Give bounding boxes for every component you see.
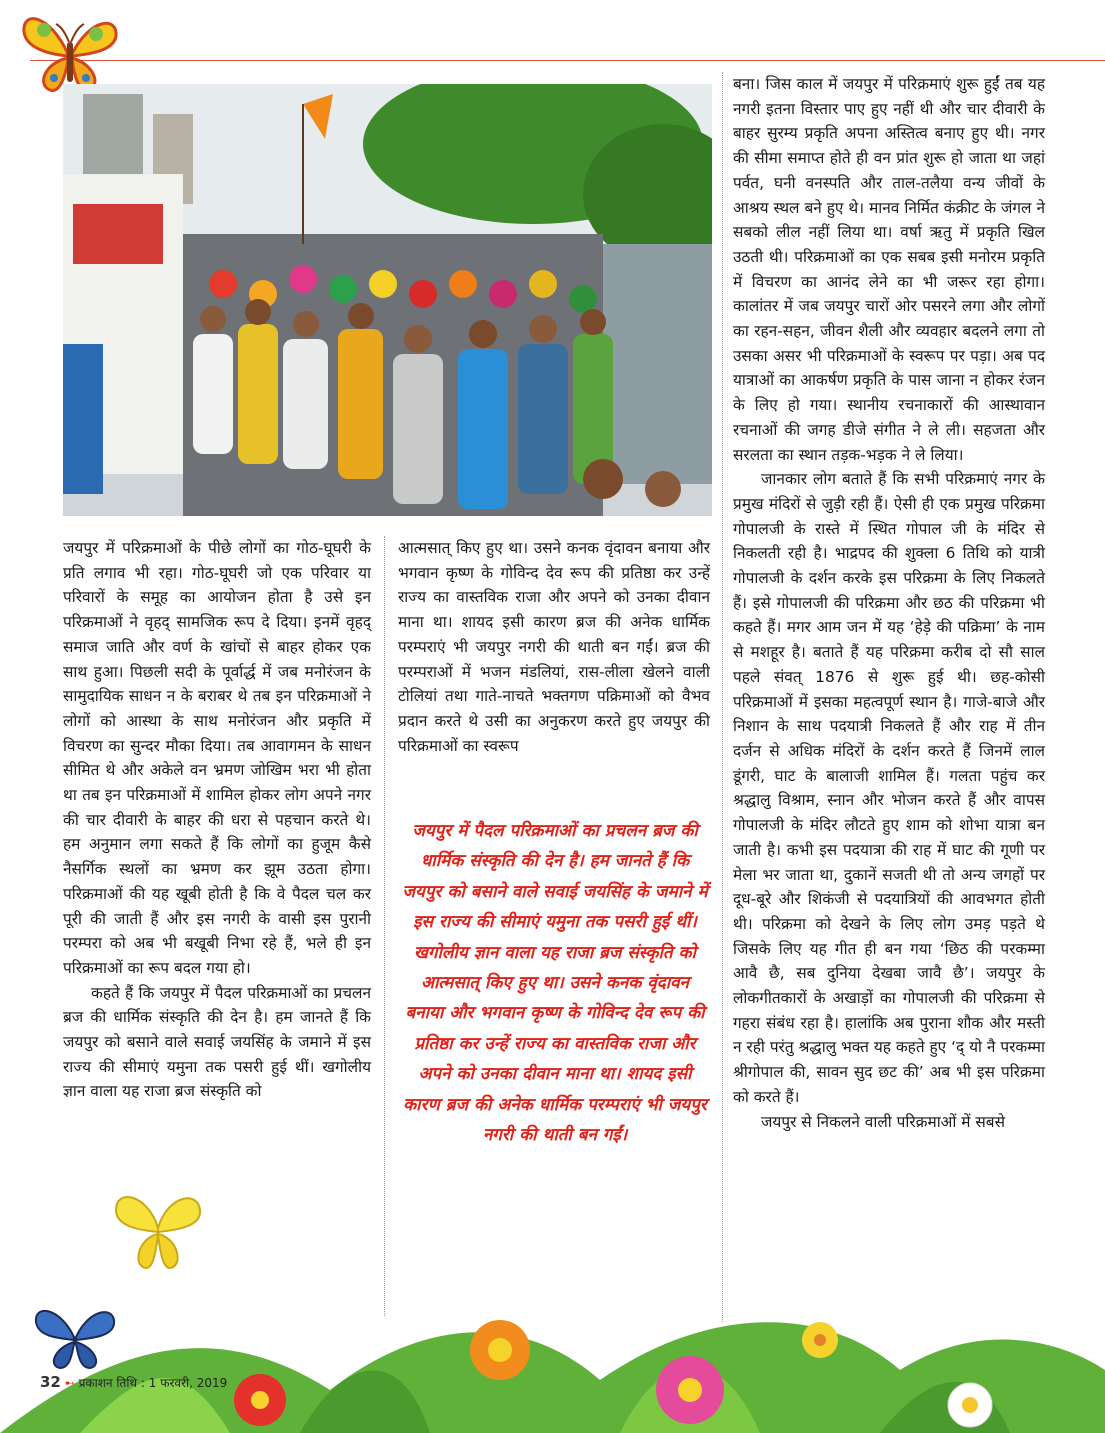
middle-column	[398, 536, 710, 758]
flower-red-icon	[234, 1374, 286, 1426]
right-paragraph-3: जयपुर से निकलने वाली परिक्रमाओं में सबसे	[761, 1112, 1005, 1131]
publication-date: प्रकाशन तिथि : 1 फरवरी, 2019	[78, 1376, 228, 1390]
page-footer	[40, 1373, 227, 1391]
column-divider-left	[384, 536, 385, 1316]
procession-photo	[63, 84, 712, 516]
right-paragraph-1: बना। जिस काल में जयपुर में परिक्रमाएं शुरू हुईं तब यह नगरी इतना विस्तार पाए हुए नहीं थी और चार दीवारी के बाहर सुरम्य प्रकृति अपना अस्तित्व बनाए हुए थी। नगर की सीमा समाप्त होते ही वन प्रांत शुरू हो जाता था जहां पर्वत, घनी वनस्पति और ताल-तलैया वन्य जीवों के आश्रय स्थल बने हुए थे। मानव निर्मित कंक्रीट के जंगल ने सबको लील नहीं लिया था। वर्षा ऋतु में प्रकृति खिल उठती थी। परिक्रमाओं का एक सबब इसी मनोरम प्रकृति में विचरण का आनंद लेने का भी जरूर रहा होगा। कालांतर में जब जयपुर चारों ओर पसरने लगा और लोगों का रहन-सहन, जीवन शैली और व्यवहार बदलने लगा तो उसका असर भी परिक्रमाओं के स्वरूप पर पड़ा। अब पद यात्राओं का आकर्षण प्रकृति के पास जाना न होकर रंजन के लिए हो गया। स्थानीय रचनाकारों की आस्थावान रचनाओं की जगह डीजे संगीत ने ले ली। सहजता और सरलता का स्थान तड़क-भड़क ने ले लिया।	[733, 75, 1045, 464]
footer-arrow-icon: ➸	[64, 1376, 75, 1390]
column-divider-right	[722, 72, 723, 1322]
floral-border-decoration	[0, 1280, 1105, 1433]
left-column	[63, 536, 371, 1104]
page-number: 32	[40, 1373, 61, 1391]
flower-pink-icon	[656, 1356, 724, 1424]
top-rule	[30, 60, 1105, 61]
pull-quote: जयपुर में पैदल परिक्रमाओं का प्रचलन ब्रज की धार्मिक संस्कृति की देन है। हम जानते हैं कि जयपुर को बसाने वाले सवाई जयसिंह के जमाने में इस राज्य की सीमाएं यमुना तक पसरी हुई थीं। खगोलीय ज्ञान वाला यह राजा ब्रज संस्कृति को आत्मसात् किए हुए था। उसने कनक वृंदावन बनाया और भगवान कृष्ण के गोविन्द देव रूप की प्रतिष्ठा कर उन्हें राज्य का वास्तविक राजा और अपने को उनका दीवान माना था। शायद इसी कारण ब्रज की अनेक धार्मिक परम्पराएं भी जयपुर नगरी की थाती बन गईं।	[402, 821, 708, 1146]
blue-butterfly-icon	[30, 1302, 120, 1372]
flower-yellow-icon	[802, 1322, 838, 1358]
right-column	[733, 72, 1045, 1134]
flower-white-icon	[948, 1383, 992, 1427]
left-paragraph-2: कहते हैं कि जयपुर में पैदल परिक्रमाओं का प्रचलन ब्रज की धार्मिक संस्कृति की देन है। हम जानते हैं कि जयपुर को बसाने वाले सवाई जयसिंह के जमाने में इस राज्य की सीमाएं यमुना तक पसरी हुई थीं। खगोलीय ज्ञान वाला यह राजा ब्रज संस्कृति को	[63, 983, 371, 1101]
right-paragraph-2: जानकार लोग बताते हैं कि सभी परिक्रमाएं नगर के प्रमुख मंदिरों से जुड़ी रही हैं। ऐसी ही एक प्रमुख परिक्रमा गोपालजी के रास्ते में स्थित गोपाल जी के मंदिर से निकलती रही है। भाद्रपद की शुक्ला 6 तिथि को यात्री गोपालजी के दर्शन करके इस परिक्रमा के लिए निकलते हैं। इसे गोपालजी की परिक्रमा और छठ की परिक्रमा भी कहते हैं। मगर आम जन में यह ‘हेड़े की पक्रिमा’ के नाम से मशहूर है। बताते हैं यह परिक्रमा करीब दो सौ साल पहले संवत् 1876 से शुरू हुई थी। छह-कोसी परिक्रमाओं में इसका महत्वपूर्ण स्थान है। गाजे-बाजे और निशान के साथ पदयात्री निकलते हैं और राह में तीन दर्जन से अधिक मंदिरों के दर्शन करते हैं जिनमें लाल डूंगरी, घाट के बालाजी शामिल हैं। गलता पहुंच कर श्रद्धालु विश्राम, स्नान और भोजन करते हैं और वापस गोपालजी के मंदिर लौटते हुए शाम को शोभा यात्रा बन जाती है। कभी इस पदयात्रा की राह में घाट की गूणी पर मेला भर जाता था, दुकानें सजती थी तो अन्य जगहों पर दूध-बूरे और शिकंजी से पदयात्रियों की आवभगत होती थी। परिक्रमा को देखने के लिए लोग उमड़ पड़ते थे जिसके लिए यह गीत ही बन गया ‘छिठ की परकम्मा आवै छै, सब दुनिया देखबा जावै छै’। जयपुर के लोकगीतकारों के अखाड़ों का गोपालजी की परिक्रमा से गहरा संबंध रहा है। हालांकि अब पुराना शौक और मस्ती न रही परंतु श्रद्धालु भक्त यह कहते हुए ‘द् यो नै परकम्मा श्रीगोपाल की, सावन सुद छट की’ अब भी इस परिक्रमा को करते हैं।	[733, 470, 1045, 1106]
left-paragraph-1: जयपुर में परिक्रमाओं के पीछे लोगों का गोठ-घूघरी के प्रति लगाव भी रहा। गोठ-घूघरी जो एक परिवार या परिवारों के समूह का आयोजन होता है उसे इन परिक्रमाओं ने वृहद् सामजिक रूप दे दिया। इनमें वृहद् समाज जाति और वर्ण के खांचों से बाहर होकर एक साथ हुआ। पिछली सदी के पूर्वार्द्ध में जब मनोरंजन के सामुदायिक साधन न के बराबर थे तब इन परिक्रमाओं ने लोगों को आस्था के साथ मनोरंजन और प्रकृति में विचरण का सुन्दर मौका दिया। तब आवागमन के साधन सीमित थे और अकेले वन भ्रमण जोखिम भरा भी होता था तब इन परिक्रमाओं में शामिल होकर लोग अपने नगर की चार दीवारी के बाहर की धरा से पहचान करते थे। हम अनुमान लगा सकते हैं कि लोगों का हुजूम कैसे नैसर्गिक स्थलों का भ्रमण कर झूम उठता होगा। परिक्रमाओं की यह खूबी होती है कि वे पैदल चल कर पूरी की जाती हैं और इस नगरी के वासी इस पुरानी परम्परा को अब भी बखूबी निभा रहे हैं, भले ही इन परिक्रमाओं का रूप बदल गया हो।	[63, 539, 371, 977]
middle-paragraph-1: आत्मसात् किए हुए था। उसने कनक वृंदावन बनाया और भगवान कृष्ण के गोविन्द देव रूप की प्रतिष्ठा कर उन्हें राज्य का वास्तविक राजा और अपने को उनका दीवान माना था। शायद इसी कारण ब्रज की अनेक धार्मिक परम्पराएं भी जयपुर नगरी की थाती बन गईं। ब्रज की परम्पराओं में भजन मंडलियां, रास-लीला खेलने वाली टोलियां तथा गाते-नाचते भक्तगण पक्रिमाओं को वैभव प्रदान करते थे उसी का अनुकरण करते हुए जयपुर की परिक्रमाओं का स्वरूप	[398, 539, 710, 755]
yellow-butterfly-icon	[108, 1188, 208, 1272]
flower-orange-icon	[470, 1320, 530, 1380]
